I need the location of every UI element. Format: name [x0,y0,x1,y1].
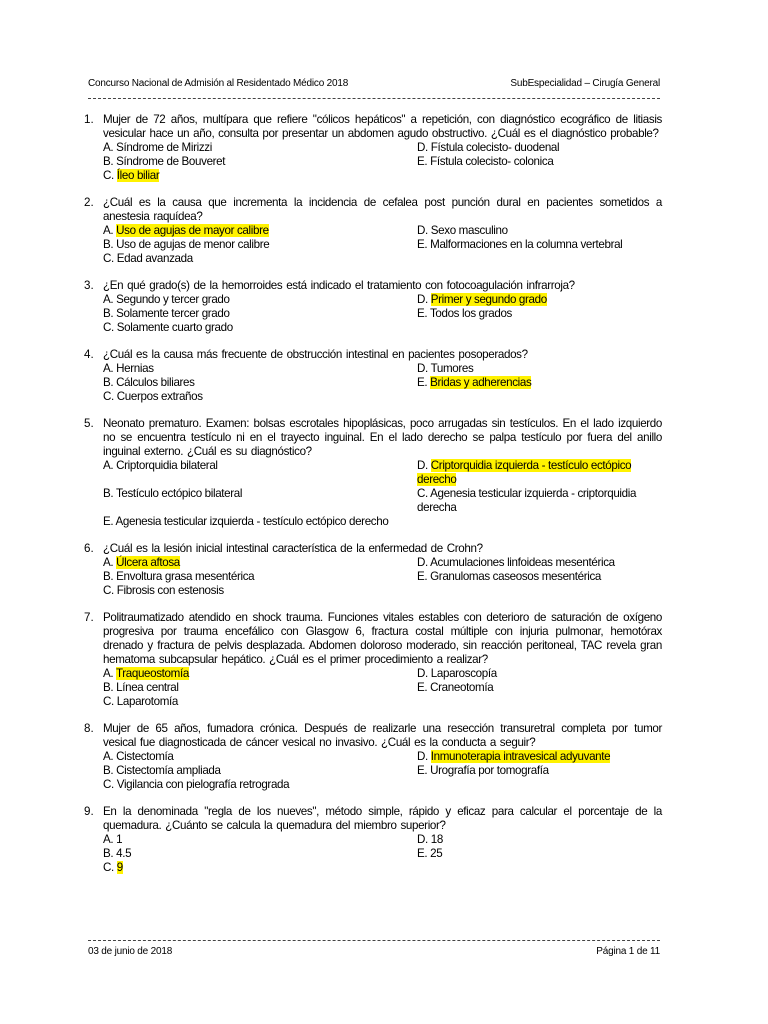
option-text: Síndrome de Bouveret [116,155,226,168]
answer-option-c [103,169,417,183]
answer-option-a [103,362,417,376]
question-8 [84,722,662,792]
option-text: Solamente cuarto grado [116,321,233,334]
option-letter: B. [103,847,114,860]
question-3 [84,279,662,335]
option-letter: E. [103,515,114,528]
answer-option-e [417,155,662,169]
answer-option-c [103,584,417,598]
question-number: 1. [84,113,94,126]
answer-option-c [103,321,417,335]
option-text: Malformaciones en la columna vertebral [430,238,623,251]
answer-option-e [103,515,417,529]
option-text: Hernias [116,362,154,375]
option-letter: E. [417,681,428,694]
option-text: Fibrosis con estenosis [116,584,224,597]
option-text: Úlcera aftosa [116,556,180,569]
question-stem: En la denominada "regla de los nueves", método simple, rápido y eficaz para calcular el porcentaje de la quemadura. ¿Cuánto se calcula la quemadura del miembro superior? [103,805,662,832]
option-text: Laparoscopía [430,667,497,680]
option-letter: D. [417,224,428,237]
option-text: Inmunoterapia intravesical adyuvante [430,750,611,763]
question-4 [84,348,662,404]
option-text: Fístula colecisto- duodenal [430,141,560,154]
answer-option-c [417,487,662,515]
option-letter: C. [417,487,428,500]
answer-option-a [103,556,417,570]
option-letter: A. [103,556,114,569]
answer-option-a [103,833,417,847]
answer-options [103,293,662,335]
question-1 [84,113,662,183]
option-letter: A. [103,459,114,472]
option-letter: D. [417,750,428,763]
option-letter: B. [103,155,114,168]
answer-option-a [103,459,417,487]
answer-option-c [103,252,417,266]
option-letter: D. [417,833,428,846]
answer-option-c [103,861,417,875]
answer-option-d [417,293,662,307]
option-letter: C. [103,321,114,334]
option-letter: E. [417,847,428,860]
answer-option-c [103,390,417,404]
question-number: 5. [84,417,94,430]
answer-option-c [103,695,417,709]
answer-option-a [103,293,417,307]
option-letter: A. [103,224,114,237]
answer-option-d [417,833,662,847]
option-letter: C. [103,390,114,403]
answer-options [103,833,662,875]
answer-option-e [417,238,662,252]
option-letter: E. [417,307,428,320]
answer-option-d [417,459,662,487]
option-text: 25 [430,847,443,860]
option-letter: C. [103,252,114,265]
answer-option-b [103,155,417,169]
question-5 [84,417,662,529]
option-letter: E. [417,764,428,777]
option-letter: A. [103,362,114,375]
option-letter: B. [103,570,114,583]
question-stem: Neonato prematuro. Examen: bolsas escrotales hipoplásicas, poco arrugadas sin testículos. En el lado izquierdo no se encuentra testículo ni en el trayecto inguinal. En el lado derecho se palpa testículo por fuera del anillo inguinal externo. ¿Cuál es su diagnóstico? [103,417,662,458]
answer-option-d [417,556,662,570]
option-text: Sexo masculino [430,224,508,237]
answer-option-b [103,570,417,584]
option-letter: E. [417,570,428,583]
option-text: Síndrome de Mirizzi [116,141,212,154]
option-text: 18 [430,833,443,846]
answer-option-b [103,238,417,252]
answer-option-d [417,750,662,764]
answer-option-b [103,764,417,778]
answer-option-d [417,667,662,681]
option-letter: C. [103,778,114,791]
answer-option-c [103,778,417,792]
answer-option-b [103,847,417,861]
answer-options [103,141,662,183]
answer-option-d [417,224,662,238]
option-letter: B. [103,764,114,777]
question-number: 9. [84,805,94,818]
option-letter: C. [103,584,114,597]
question-7 [84,611,662,709]
question-9 [84,805,662,875]
question-stem: Mujer de 65 años, fumadora crónica. Después de realizarle una resección transuretral completa por tumor vesical fue diagnosticada de cáncer vesical no invasivo. ¿Cuál es la conducta a seguir? [103,722,662,749]
option-text: Tumores [430,362,474,375]
question-stem: ¿Cuál es la lesión inicial intestinal característica de la enfermedad de Crohn? [103,542,483,555]
option-text: Solamente tercer grado [116,307,230,320]
question-number: 6. [84,542,94,555]
option-letter: D. [417,459,428,472]
option-letter: A. [103,667,114,680]
question-6 [84,542,662,598]
answer-options [103,750,662,792]
exam-title: Concurso Nacional de Admisión al Residentado Médico 2018 [88,78,349,89]
question-stem: ¿Cuál es la causa más frecuente de obstrucción intestinal en pacientes posoperados? [103,348,528,361]
option-text: Edad avanzada [116,252,193,265]
question-number: 2. [84,196,94,209]
option-text: Agenesia testicular izquierda - testículo ectópico derecho [115,515,389,528]
option-text: Urografía por tomografía [430,764,549,777]
option-text: Acumulaciones linfoideas mesentérica [430,556,615,569]
question-number: 7. [84,611,94,624]
option-text: Bridas y adherencias [430,376,532,389]
answer-options [103,556,662,598]
answer-options [103,362,662,404]
option-letter: D. [417,556,428,569]
question-stem: Mujer de 72 años, multípara que refiere "cólicos hepáticos" a repetición, con diagnóstico ecográfico de litiasis vesicular hace un año, consulta por presentar un abdomen agudo obstructivo. ¿Cuál es el diagnóstico probable? [103,113,662,140]
option-text: Cuerpos extraños [116,390,203,403]
option-text: Laparotomía [116,695,179,708]
option-text: Cistectomía ampliada [116,764,221,777]
answer-option-e [417,847,662,861]
question-number: 3. [84,279,94,292]
option-letter: B. [103,487,114,500]
option-text: 9 [116,861,123,874]
option-text: Fístula colecisto- colonica [430,155,554,168]
option-letter: D. [417,293,428,306]
option-text: Todos los grados [429,307,512,320]
answer-option-a [103,750,417,764]
option-text: 4.5 [116,847,132,860]
answer-option-e [417,681,662,695]
option-letter: D. [417,667,428,680]
answer-option-a [103,667,417,681]
option-letter: C. [103,861,114,874]
option-text: Vigilancia con pielografía retrograda [116,778,290,791]
option-text: Craneotomía [430,681,494,694]
option-letter: C. [103,695,114,708]
specialty-title: SubEspecialidad – Cirugía General [510,78,660,89]
option-letter: B. [103,307,114,320]
answer-option-e [417,570,662,584]
option-letter: E. [417,238,428,251]
option-letter: A. [103,141,114,154]
option-text: Testículo ectópico bilateral [115,487,243,500]
question-number: 8. [84,722,94,735]
answer-option-b [103,376,417,390]
option-letter: A. [103,833,114,846]
option-text: Envoltura grasa mesentérica [116,570,255,583]
answer-option-e [417,307,662,321]
option-text: Segundo y tercer grado [116,293,230,306]
question-stem: ¿Cuál es la causa que incrementa la incidencia de cefalea post punción dural en pacientes sometidos a anestesia raquídea? [103,196,662,223]
answer-option-e [417,376,662,390]
option-text: Uso de agujas de menor calibre [116,238,270,251]
option-letter: E. [417,376,428,389]
header-divider [88,98,660,99]
option-letter: D. [417,141,428,154]
question-stem: Politraumatizado atendido en shock trauma. Funciones vitales estables con deterioro de saturación de oxígeno progresiva por trauma encefálico con Glasgow 6, fractura costal múltiple con injuria pulmonar, hemotórax drenado y fractura de pelvis desplazada. Abdomen doloroso moderado, sin reacción peritoneal, TAC revela gran hematoma subcapsular hepático. ¿Cuál es el primer procedimiento a realizar? [103,611,662,666]
option-letter: B. [103,238,114,251]
answer-option-b [103,487,417,515]
option-letter: B. [103,376,114,389]
option-text: Criptorquidia bilateral [116,459,218,472]
option-letter: D. [417,362,428,375]
question-number: 4. [84,348,94,361]
answer-option-d [417,362,662,376]
answer-option-b [103,307,417,321]
option-text: Primer y segundo grado [430,293,547,306]
answer-options [103,224,662,266]
option-text: Línea central [116,681,179,694]
option-letter: E. [417,155,428,168]
option-text: Íleo biliar [116,169,160,182]
answer-option-d [417,141,662,155]
answer-option-a [103,224,417,238]
option-letter: B. [103,681,114,694]
option-text: Cálculos biliares [116,376,195,389]
answer-options [103,667,662,709]
page-number: Página 1 de 11 [596,946,660,957]
option-letter: C. [103,169,114,182]
option-text: Uso de agujas de mayor calibre [116,224,269,237]
option-letter: A. [103,750,114,763]
answer-options [103,459,662,529]
answer-option-e [417,764,662,778]
question-stem: ¿En qué grado(s) de la hemorroides está indicado el tratamiento con fotocoagulación infrarroja? [103,279,575,292]
option-text: Agenesia testicular izquierda - criptorquidia derecha [417,487,637,514]
option-letter: A. [103,293,114,306]
question-list [84,113,662,888]
option-text: Criptorquidia izquierda - testículo ectópico derecho [417,459,632,486]
answer-option-a [103,141,417,155]
answer-option-b [103,681,417,695]
option-text: 1 [116,833,123,846]
exam-date: 03 de junio de 2018 [88,946,173,957]
option-text: Cistectomía [116,750,174,763]
footer-divider [88,940,660,941]
option-text: Traqueostomía [115,667,189,680]
question-2 [84,196,662,266]
option-text: Granulomas caseosos mesentérica [430,570,602,583]
